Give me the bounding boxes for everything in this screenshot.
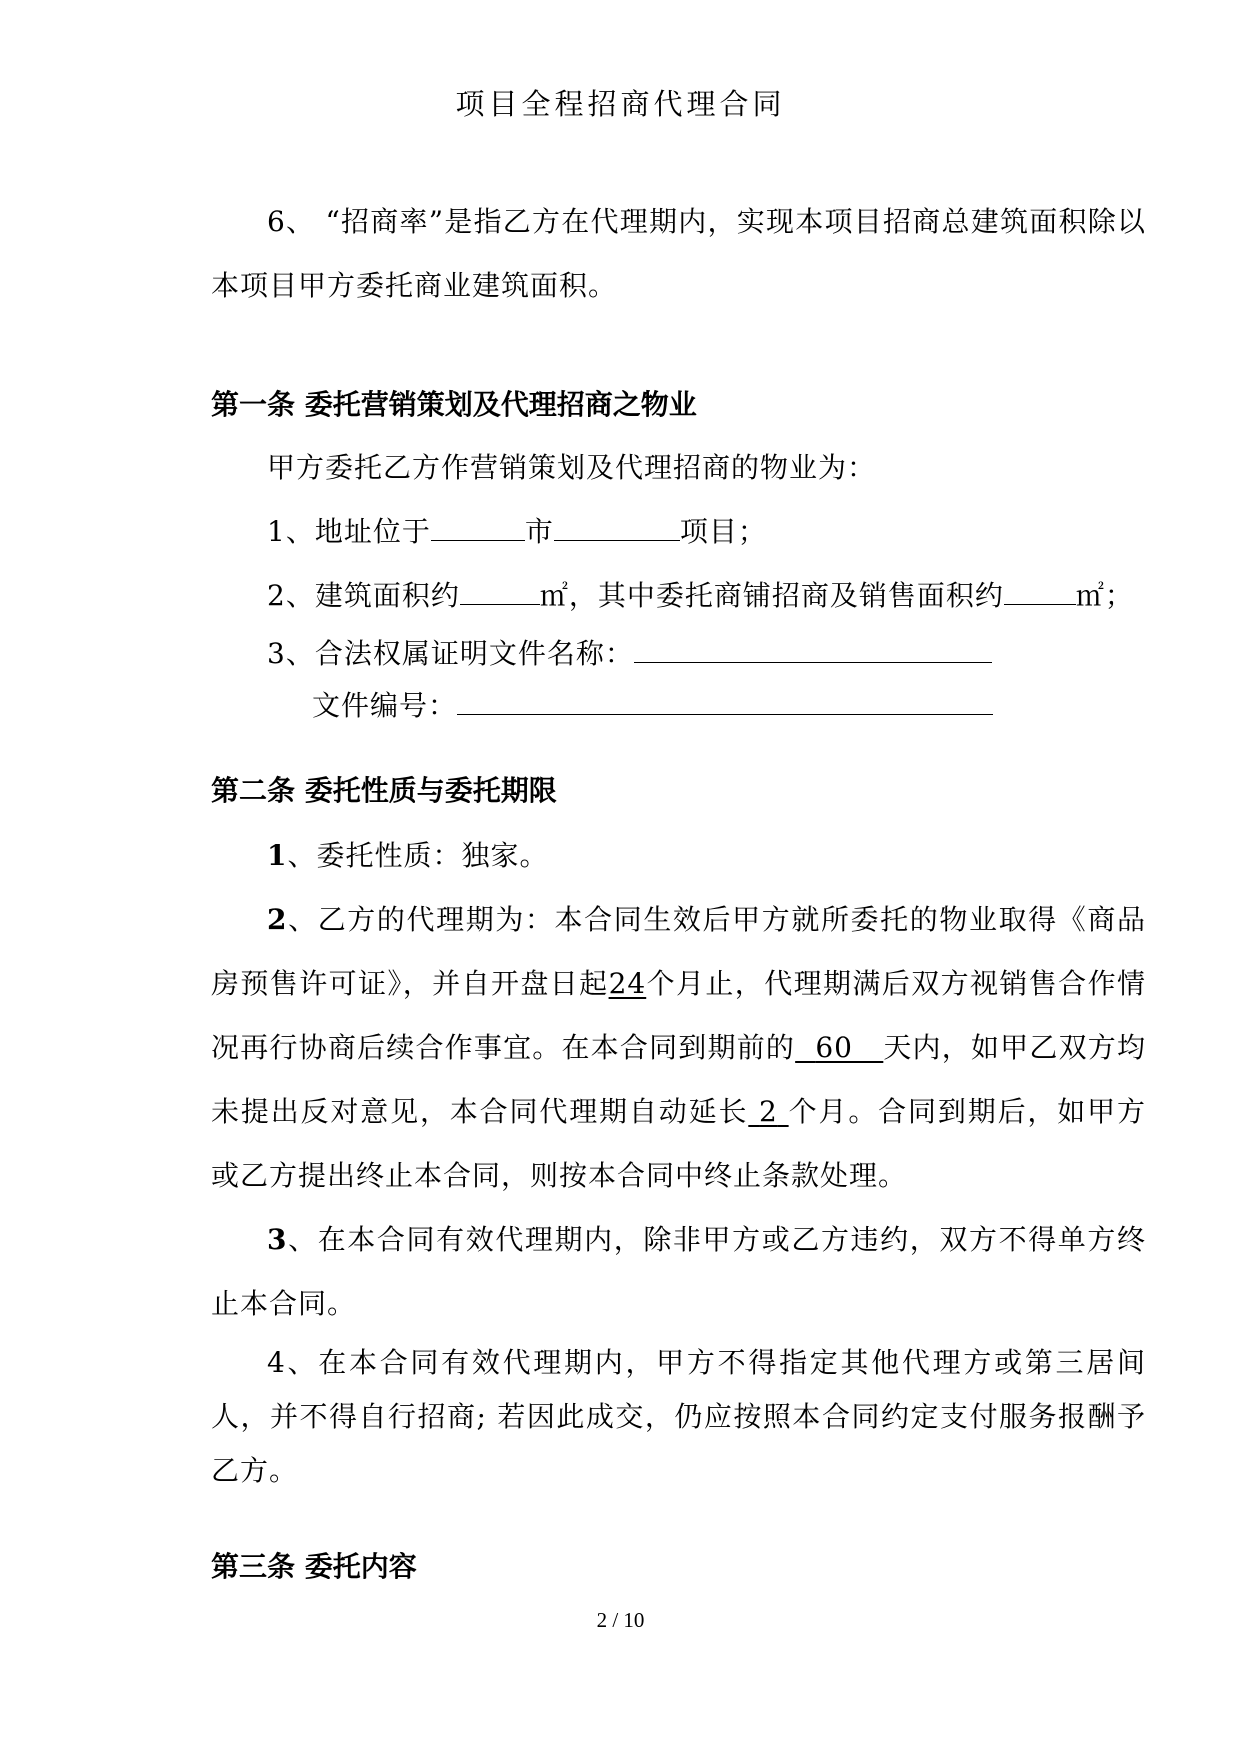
city-blank: [431, 514, 525, 541]
article-1-item-2: [211, 564, 1146, 628]
item-1-prefix: 1、地址位于: [267, 515, 431, 548]
article-1-heading: 第一条 委托营销策划及代理招商之物业: [211, 388, 697, 421]
para-1-number: 1: [267, 839, 288, 872]
article-2-heading: 第二条 委托性质与委托期限: [211, 774, 557, 807]
days-value: 60: [815, 1031, 853, 1064]
item-2-prefix: 2、建筑面积约: [267, 579, 460, 612]
document-number-blank: [457, 688, 993, 715]
item-2-unit2: ㎡；: [1075, 579, 1134, 612]
days-field: [795, 1031, 883, 1064]
document-name-blank: [634, 636, 992, 663]
extension-value: 2: [759, 1095, 778, 1128]
para-3-number: 3: [267, 1223, 288, 1256]
para-2-text-c: 天内，如甲乙双方均未提出反对意见，本合同代理期自动延长: [211, 1031, 1146, 1128]
article-3-heading: 第三条 委托内容: [211, 1550, 417, 1583]
definition-6: 6、 “招商率”是指乙方在代理期内，实现本项目招商总建筑面积除以本项目甲方委托商业建筑面积。: [211, 205, 1146, 302]
document-header: 项目全程招商代理合同: [455, 87, 786, 121]
months-value: 24: [608, 967, 647, 1000]
item-1-suffix: 项目；: [679, 515, 767, 548]
project-blank: [554, 514, 680, 541]
article-2-para-3: [211, 1208, 1146, 1336]
extension-field: [748, 1095, 788, 1128]
page-number: 2 / 10: [596, 1608, 645, 1632]
para-3-text: 、在本合同有效代理期内，除非甲方或乙方违约，双方不得单方终止本合同。: [211, 1223, 1146, 1320]
para-1-text: 、委托性质：独家。: [287, 839, 549, 872]
article-1-item-3: [211, 628, 1146, 680]
document-body: [211, 190, 1146, 1592]
para-2-text-a: 、乙方的代理期为：本合同生效后甲方就所委托的物业取得《商品房预售许可证》，并自开盘日起: [211, 903, 1146, 1000]
building-area-blank: [460, 578, 540, 605]
article-2-para-1: [211, 824, 1146, 888]
article-1-item-1: [211, 500, 1146, 564]
item-1-mid: 市: [524, 515, 554, 548]
shop-area-blank: [1004, 578, 1076, 605]
para-2-text-b: 个月止，代理期满后双方视销售合作情况再行协商后续合作事宜。在本合同到期前的: [211, 967, 1146, 1064]
item-3-sub-label: 文件编号：: [312, 689, 458, 722]
para-2-text-d: 个月。合同到期后，如甲方或乙方提出终止本合同，则按本合同中终止条款处理。: [211, 1095, 1146, 1192]
item-2-unit1: ㎡，其中委托商铺招商及销售面积约: [539, 579, 1004, 612]
article-1-item-3-sub: [211, 680, 1146, 732]
article-2-para-4: 4、在本合同有效代理期内，甲方不得指定其他代理方或第三居间人，并不得自行招商; 若因此成交，仍应按照本合同约定支付服务报酬予乙方。: [211, 1346, 1146, 1487]
article-1-intro: 甲方委托乙方作营销策划及代理招商的物业为：: [267, 451, 877, 484]
para-2-number: 2: [267, 903, 288, 936]
article-2-para-2: [211, 888, 1146, 1208]
item-3-label: 3、合法权属证明文件名称：: [267, 637, 634, 670]
